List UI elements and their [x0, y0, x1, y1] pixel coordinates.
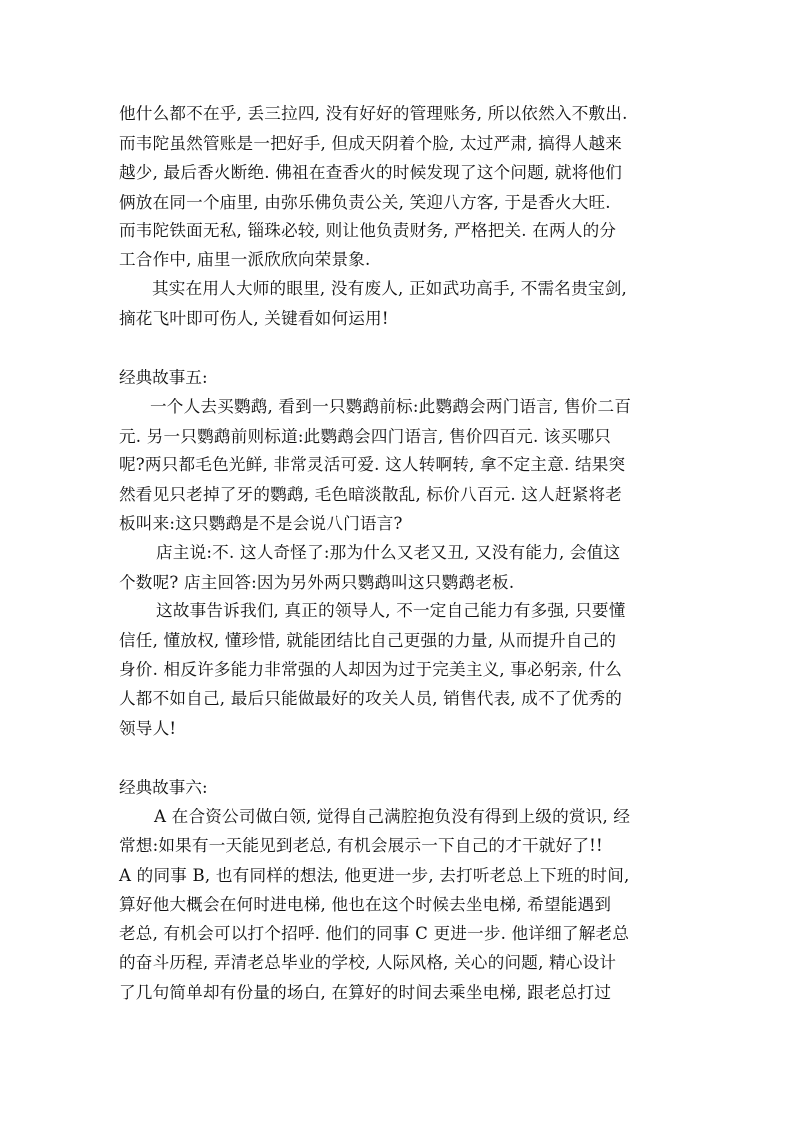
paragraph-line: 信任, 懂放权, 懂珍惜, 就能团结比自己更强的力量, 从而提升自己的 [119, 631, 617, 650]
paragraph-line: 而韦陀虽然管账是一把好手, 但成天阴着个脸, 太过严肃, 搞得人越来 [119, 134, 623, 153]
paragraph-line: 这故事告诉我们, 真正的领导人, 不一定自己能力有多强, 只要懂 [156, 601, 626, 620]
paragraph-line: 一个人去买鹦鹉, 看到一只鹦鹉前标:此鹦鹉会两门语言, 售价二百 [150, 397, 632, 416]
paragraph-line: 老总, 有机会可以打个招呼. 他们的同事 C 更进一步. 他详细了解老总 [119, 924, 630, 943]
paragraph-line: 摘花飞叶即可伤人, 关键看如何运用! [119, 309, 389, 328]
paragraph-line: 算好他大概会在何时进电梯, 他也在这个时候去坐电梯, 希望能遇到 [119, 895, 612, 914]
section-heading-story6: 经典故事六: [119, 778, 208, 797]
paragraph-line: 然看见只老掉了牙的鹦鹉, 毛色暗淡散乱, 标价八百元. 这人赶紧将老 [119, 485, 623, 504]
paragraph-line: 板叫来:这只鹦鹉是不是会说八门语言? [119, 514, 403, 533]
paragraph-line: 他什么都不在乎, 丢三拉四, 没有好好的管理账务, 所以依然入不敷出. [119, 104, 628, 123]
paragraph-line: 人都不如自己, 最后只能做最好的攻关人员, 销售代表, 成不了优秀的 [119, 689, 623, 708]
paragraph-line: A 的同事 B, 也有同样的想法, 他更进一步, 去打听老总上下班的时间, [119, 866, 630, 885]
paragraph-line: 个数呢? 店主回答:因为另外两只鹦鹉叫这只鹦鹉老板. [119, 573, 515, 592]
paragraph-line: 其实在用人大师的眼里, 没有废人, 正如武功高手, 不需名贵宝剑, [152, 279, 627, 298]
paragraph-line: 俩放在同一个庙里, 由弥乐佛负责公关, 笑迎八方客, 于是香火大旺. [119, 193, 611, 212]
paragraph-line: 呢?两只都毛色光鲜, 非常灵活可爱. 这人转啊转, 拿不定主意. 结果突 [119, 455, 626, 474]
section-heading-story5: 经典故事五: [119, 368, 208, 387]
paragraph-line: A 在合资公司做白领, 觉得自己满腔抱负没有得到上级的赏识, 经 [154, 807, 631, 826]
paragraph-line: 工合作中, 庙里一派欣欣向荣景象. [119, 250, 371, 269]
paragraph-line: 领导人! [119, 719, 177, 738]
paragraph-line: 店主说:不. 这人奇怪了:那为什么又老又丑, 又没有能力, 会值这 [156, 543, 621, 562]
paragraph-line: 元. 另一只鹦鹉前则标道:此鹦鹉会四门语言, 售价四百元. 该买哪只 [119, 427, 612, 446]
paragraph-line: 了几句简单却有份量的场白, 在算好的时间去乘坐电梯, 跟老总打过 [119, 983, 612, 1002]
paragraph-line: 身价. 相反许多能力非常强的人却因为过于完美主义, 事必躬亲, 什么 [119, 660, 623, 679]
paragraph-line: 而韦陀铁面无私, 锱珠必较, 则让他负责财务, 严格把关. 在两人的分 [119, 221, 617, 240]
paragraph-line: 常想:如果有一天能见到老总, 有机会展示一下自己的才干就好了!! [119, 836, 603, 855]
paragraph-line: 越少, 最后香火断绝. 佛祖在查香火的时候发现了这个问题, 就将他们 [119, 163, 623, 182]
paragraph-line: 的奋斗历程, 弄清老总毕业的学校, 人际风格, 关心的问题, 精心设计 [119, 953, 617, 972]
